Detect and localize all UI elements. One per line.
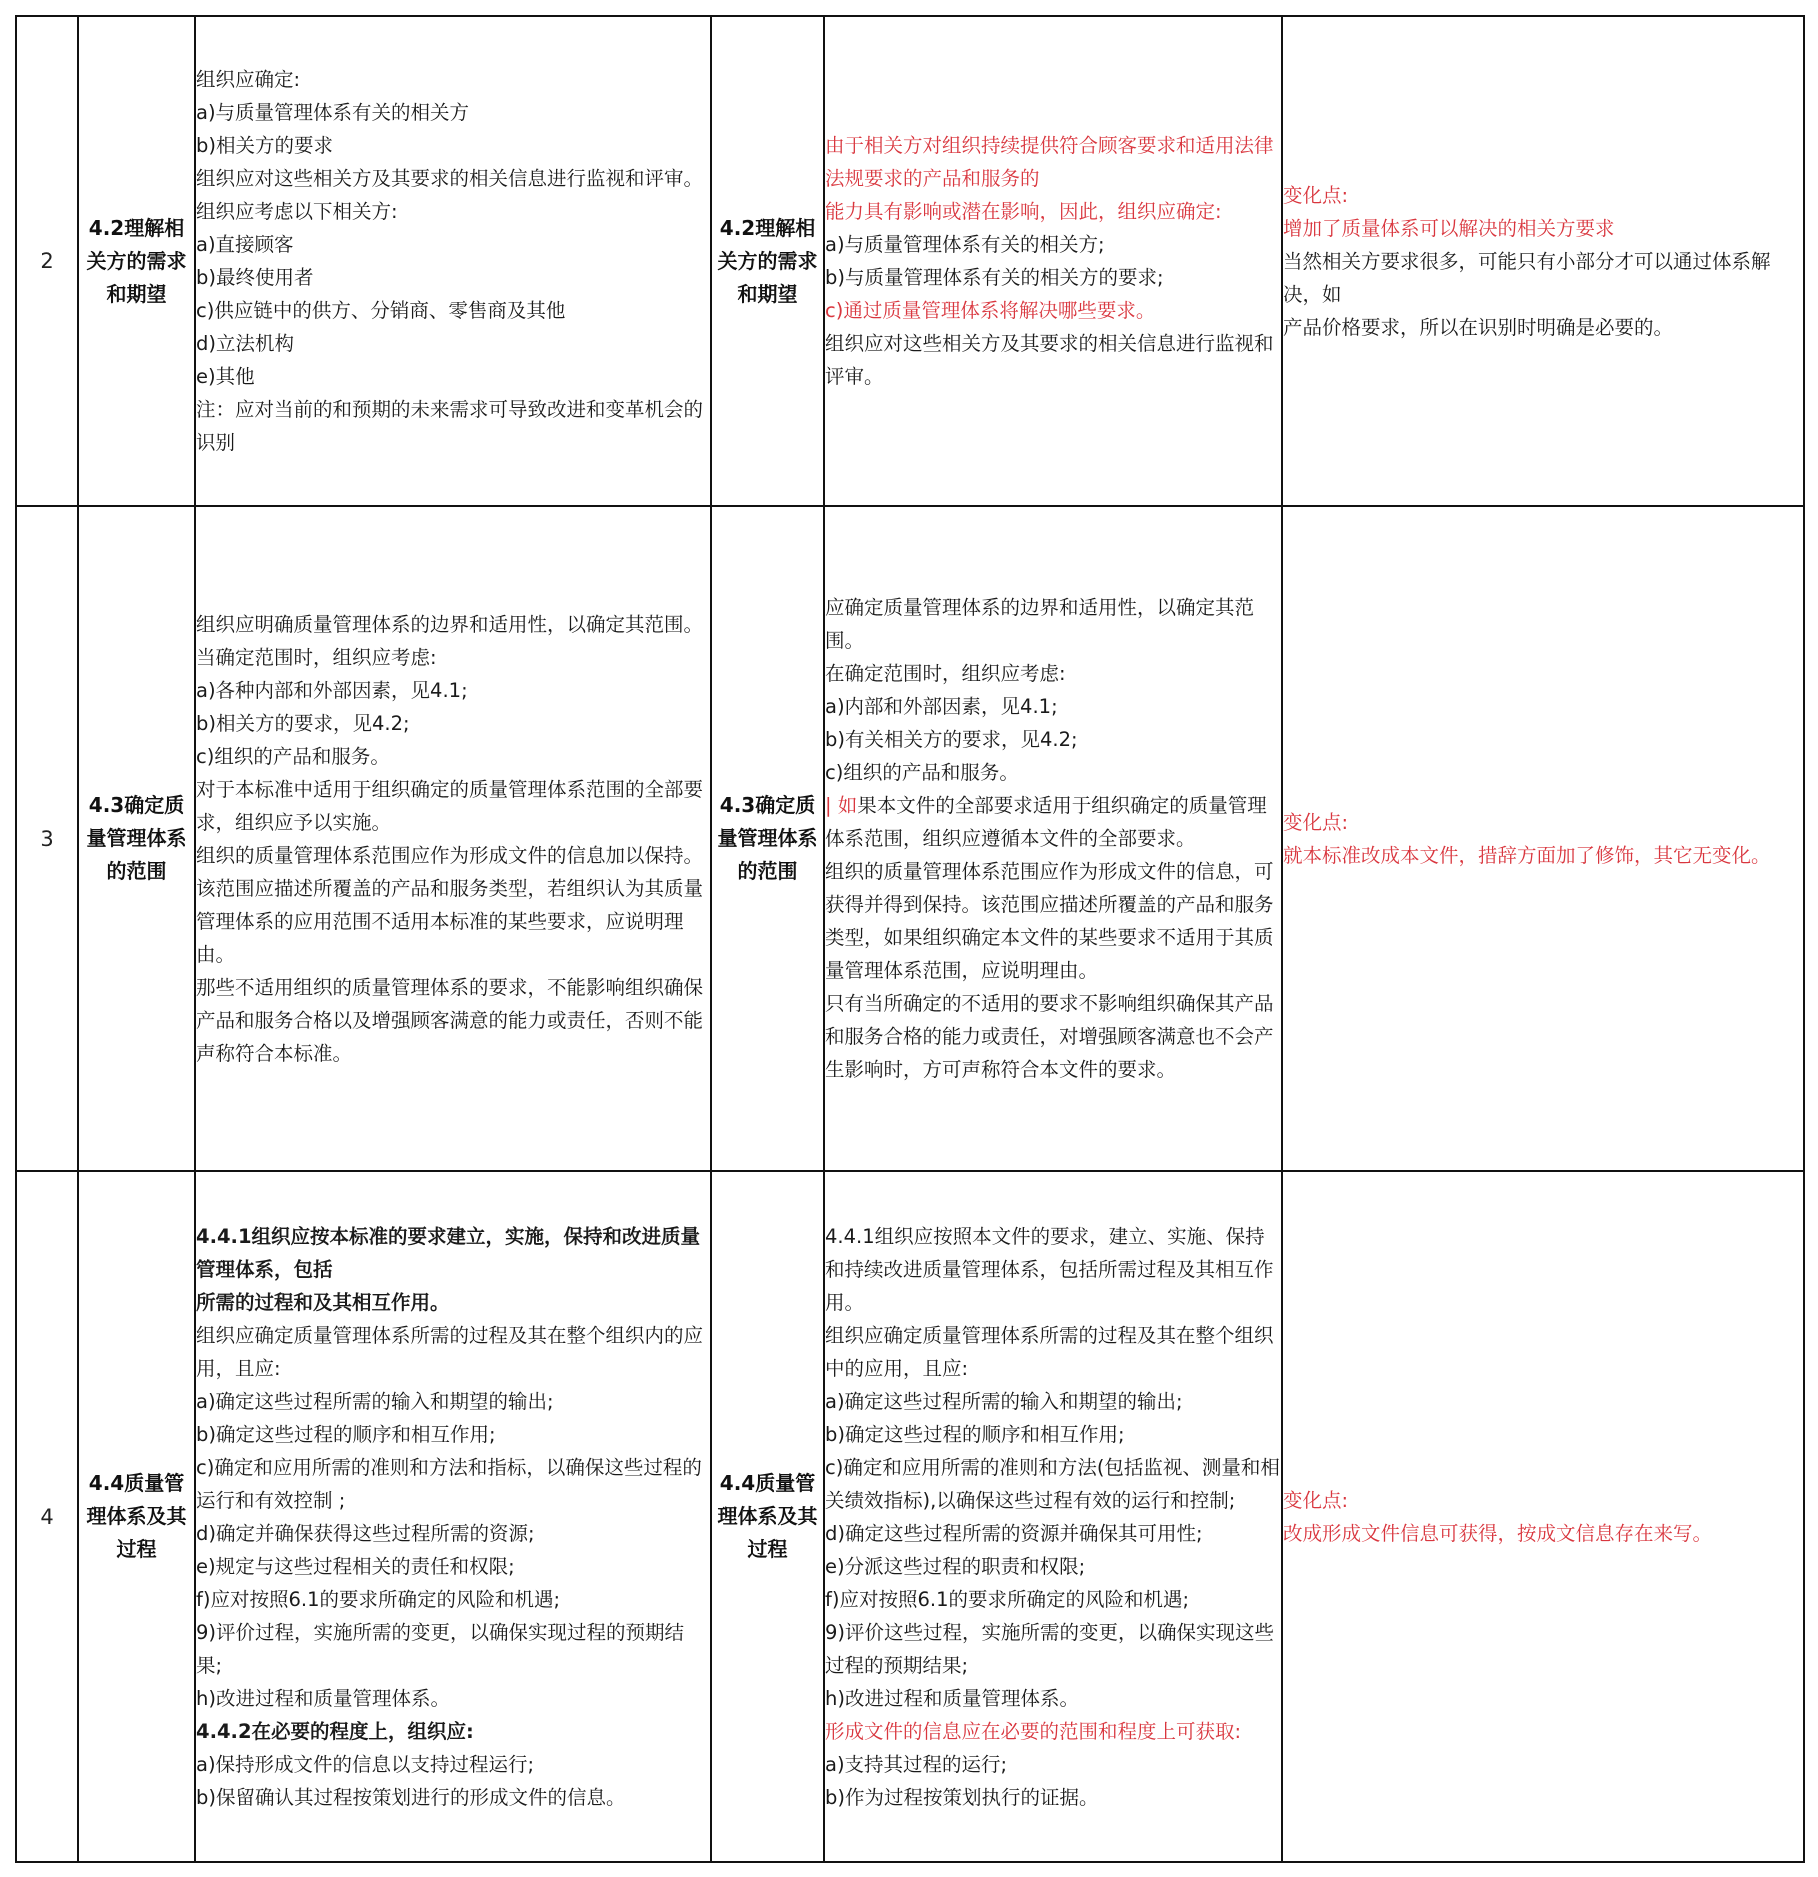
cell-line: b)有关相关方的要求，见4.2; <box>825 728 1078 751</box>
change-note <box>1282 16 1804 506</box>
text-cursor-marker: | <box>825 794 838 817</box>
cell-line: 4.4.1组织应按本标准的要求建立，实施，保持和改进质量管理体系，包括 <box>196 1224 701 1281</box>
cell-line: 应确定质量管理体系的边界和适用性，以确定其范围。 <box>825 596 1255 652</box>
cell-line: b)与质量管理体系有关的相关方的要求; <box>825 266 1164 289</box>
cell-line: 组织的质量管理体系范围应作为形成文件的信息加以保持。该范围应描述所覆盖的产品和服务类型，若组织认为其质量管理体系的应用范围不适用本标准的某些要求，应说明理由。 <box>196 843 704 966</box>
cell-line: b)最终使用者 <box>196 266 314 289</box>
cell-line <box>825 789 1281 855</box>
cell-line: c)确定和应用所需的准则和方法和指标，以确保这些过程的运行和有效控制 ; <box>196 1455 702 1512</box>
cell-line: f)应对按照6.1的要求所确定的风险和机遇; <box>196 1587 561 1611</box>
cell-line: c)确定和应用所需的准则和方法(包括监视、测量和相关绩效指标),以确保这些过程有效的运行和控制; <box>825 1455 1280 1512</box>
cell-line: c)组织的产品和服务。 <box>196 744 390 768</box>
cell-line: 只有当所确定的不适用的要求不影响组织确保其产品和服务合格的能力或责任，对增强顾客满意也不会产生影响时，方可声称符合本文件的要求。 <box>825 992 1274 1081</box>
cell-line: 组织应考虑以下相关方: <box>196 200 398 223</box>
cell-line: e)其他 <box>196 365 255 388</box>
cell-line: 变化点: <box>1283 183 1349 207</box>
cell-line: 增加了质量体系可以解决的相关方要求 <box>1283 216 1615 240</box>
old-clause-text <box>195 1171 711 1862</box>
cell-line: 改成形成文件信息可获得，按成文信息存在来写。 <box>1283 1521 1713 1545</box>
change-note <box>1282 506 1804 1171</box>
cell-line: 在确定范围时，组织应考虑: <box>825 662 1066 685</box>
cell-line: 组织的质量管理体系范围应作为形成文件的信息，可获得并得到保持。该范围应描述所覆盖的产品和服务类型，如果组织确定本文件的某些要求不适用于其质量管理体系范围，应说明理由。 <box>825 860 1274 982</box>
cell-line: 对于本标准中适用于组织确定的质量管理体系范围的全部要求，组织应予以实施。 <box>196 777 704 834</box>
cell-line: 组织应明确质量管理体系的边界和适用性，以确定其范围。 <box>196 612 704 636</box>
new-clause-title: 4.4质量管理体系及其过程 <box>711 1171 824 1862</box>
cell-line: 变化点: <box>1283 1488 1349 1512</box>
cell-line: 组织应确定质量管理体系所需的过程及其在整个组织内的应用，且应: <box>196 1323 704 1380</box>
cell-line: 就本标准改成本文件，措辞方面加了修饰，其它无变化。 <box>1283 843 1771 867</box>
cell-line: a)与质量管理体系有关的相关方; <box>825 233 1105 256</box>
cell-line: 4.4.2在必要的程度上，组织应: <box>196 1719 474 1743</box>
cell-line: a)支持其过程的运行; <box>825 1752 1008 1776</box>
cell-line: c)供应链中的供方、分销商、零售商及其他 <box>196 299 566 322</box>
cell-line: 组织应确定: <box>196 68 301 91</box>
cell-line: a)保持形成文件的信息以支持过程运行; <box>196 1752 535 1776</box>
new-clause-title: 4.3确定质量管理体系的范围 <box>711 506 824 1171</box>
cell-line: h)改进过程和质量管理体系。 <box>196 1686 450 1710</box>
cell-line: 由于相关方对组织持续提供符合顾客要求和适用法律法规要求的产品和服务的 <box>825 134 1274 190</box>
cell-line: a)确定这些过程所需的输入和期望的输出; <box>196 1389 554 1413</box>
old-clause-text <box>195 16 711 506</box>
cell-line: 4.4.1组织应按照本文件的要求，建立、实施、保持和持续改进质量管理体系，包括所需过程及其相互作用。 <box>825 1224 1274 1314</box>
table-row <box>16 1171 1804 1862</box>
new-clause-title: 4.2理解相关方的需求和期望 <box>711 16 824 506</box>
cell-line: b)确定这些过程的顺序和相互作用; <box>196 1422 496 1446</box>
cell-line: b)确定这些过程的顺序和相互作用; <box>825 1422 1125 1446</box>
cell-line: b)相关方的要求，见4.2; <box>196 711 410 735</box>
cell-line: b)保留确认其过程按策划进行的形成文件的信息。 <box>196 1785 626 1809</box>
cell-line: c)通过质量管理体系将解决哪些要求。 <box>825 299 1156 322</box>
row-number: 3 <box>16 506 78 1171</box>
highlighted-char: 如 <box>837 794 858 817</box>
cell-line: a)内部和外部因素，见4.1; <box>825 695 1058 718</box>
cell-line: 那些不适用组织的质量管理体系的要求，不能影响组织确保产品和服务合格以及增强顾客满意的能力或责任，否则不能声称符合本标准。 <box>196 975 704 1065</box>
cell-line: a)确定这些过程所需的输入和期望的输出; <box>825 1389 1183 1413</box>
old-clause-title: 4.4质量管理体系及其过程 <box>78 1171 195 1862</box>
old-clause-text <box>195 506 711 1171</box>
cell-line: a)与质量管理体系有关的相关方 <box>196 101 470 124</box>
cell-line: 所需的过程和及其相互作用。 <box>196 1290 450 1314</box>
cell-line: 能力具有影响或潜在影响，因此，组织应确定: <box>825 200 1222 223</box>
cell-line: 组织应对这些相关方及其要求的相关信息进行监视和评审。 <box>825 332 1274 388</box>
row-number: 2 <box>16 16 78 506</box>
cell-line: 当确定范围时，组织应考虑: <box>196 645 437 669</box>
cell-line: a)直接顾客 <box>196 233 294 256</box>
cell-line: 9)评价过程，实施所需的变更，以确保实现过程的预期结果; <box>196 1620 685 1677</box>
cell-line: e)规定与这些过程相关的责任和权限; <box>196 1554 515 1578</box>
change-note <box>1282 1171 1804 1862</box>
cell-line: d)确定并确保获得这些过程所需的资源; <box>196 1521 535 1545</box>
cell-line: d)立法机构 <box>196 332 294 355</box>
cell-line: e)分派这些过程的职责和权限; <box>825 1554 1086 1578</box>
old-clause-title: 4.2理解相关方的需求和期望 <box>78 16 195 506</box>
line-rest: 果本文件的全部要求适用于组织确定的质量管理体系范围，组织应遵循本文件的全部要求。 <box>825 794 1267 850</box>
row-number: 4 <box>16 1171 78 1862</box>
cell-line: 当然相关方要求很多，可能只有小部分才可以通过体系解决，如 <box>1283 249 1771 306</box>
table-row <box>16 16 1804 506</box>
cell-line: a)各种内部和外部因素，见4.1; <box>196 678 468 702</box>
cell-line: 9)评价这些过程，实施所需的变更，以确保实现这些过程的预期结果; <box>825 1620 1275 1677</box>
comparison-table <box>15 15 1805 1863</box>
cell-line: f)应对按照6.1的要求所确定的风险和机遇; <box>825 1587 1190 1611</box>
new-clause-text <box>824 16 1282 506</box>
cell-line: 产品价格要求，所以在识别时明确是必要的。 <box>1283 315 1674 339</box>
cell-line: d)确定这些过程所需的资源并确保其可用性; <box>825 1521 1203 1545</box>
cell-line: 注：应对当前的和预期的未来需求可导致改进和变革机会的识别 <box>196 398 704 454</box>
cell-line: b)作为过程按策划执行的证据。 <box>825 1785 1099 1809</box>
cell-line: 变化点: <box>1283 810 1349 834</box>
new-clause-text <box>824 506 1282 1171</box>
cell-line: h)改进过程和质量管理体系。 <box>825 1686 1079 1710</box>
cell-line: b)相关方的要求 <box>196 134 333 157</box>
old-clause-title: 4.3确定质量管理体系的范围 <box>78 506 195 1171</box>
cell-line: 形成文件的信息应在必要的范围和程度上可获取: <box>825 1719 1242 1743</box>
cell-line: 组织应对这些相关方及其要求的相关信息进行监视和评审。 <box>196 167 704 190</box>
new-clause-text <box>824 1171 1282 1862</box>
cell-line: c)组织的产品和服务。 <box>825 761 1019 784</box>
cell-line: 组织应确定质量管理体系所需的过程及其在整个组织中的应用，且应: <box>825 1323 1274 1380</box>
table-row <box>16 506 1804 1171</box>
table-body <box>16 16 1804 1862</box>
